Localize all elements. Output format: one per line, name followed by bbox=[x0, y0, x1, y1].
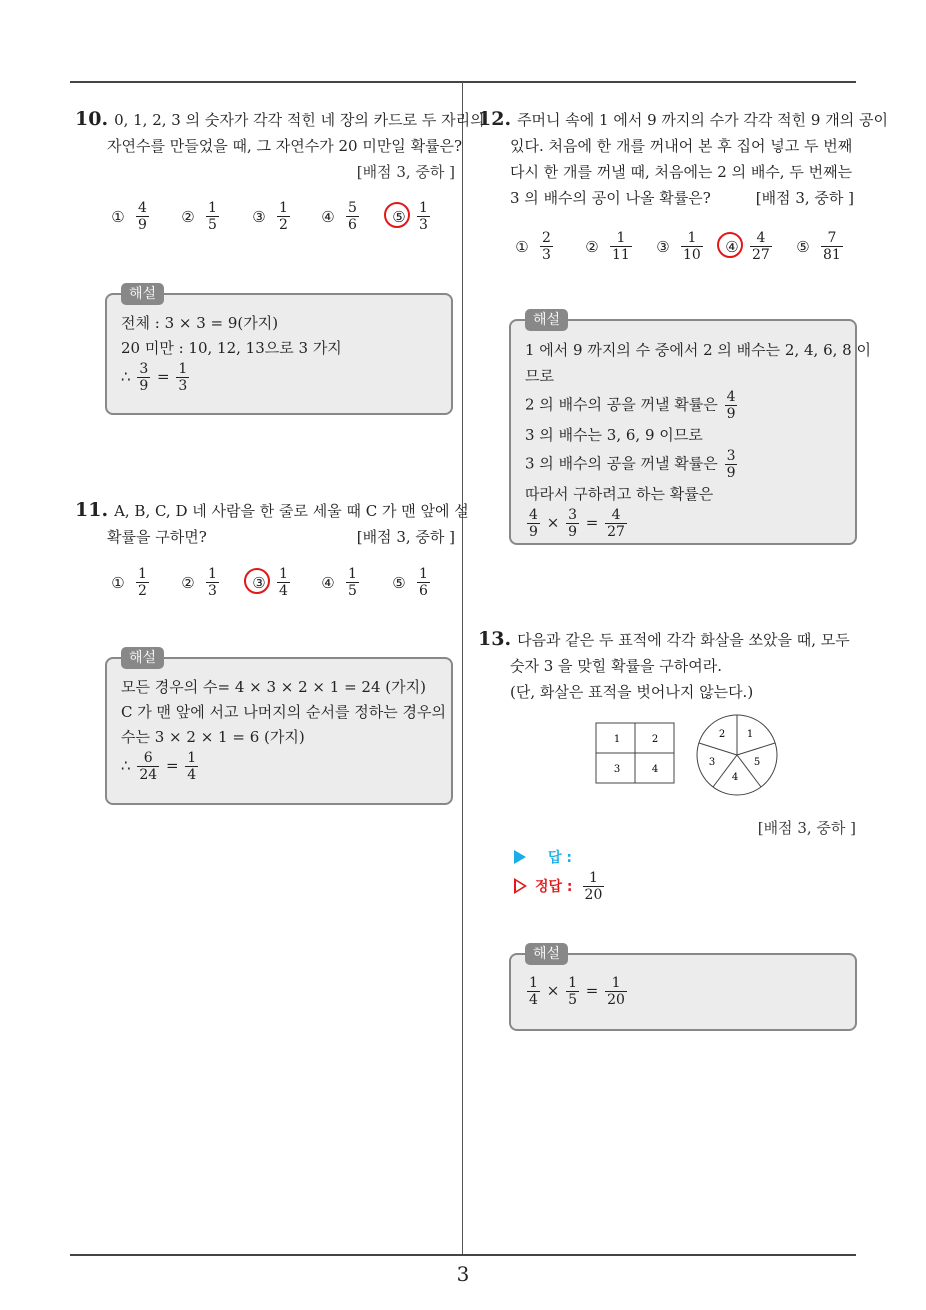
solution-line: ∴ $\frac{6}{24}$ = $\frac{1}{4}$ bbox=[121, 750, 197, 783]
choice-number: ④ bbox=[321, 573, 335, 592]
selection-circle bbox=[244, 568, 270, 594]
choice-1[interactable] bbox=[108, 566, 151, 599]
fraction: $\frac{1}{11}$ bbox=[612, 230, 630, 263]
solution-line: 1 에서 9 까지의 수 중에서 2 의 배수는 2, 4, 6, 8 이 bbox=[525, 341, 871, 359]
circle-label: 4 bbox=[731, 772, 739, 783]
question-text: 자연수를 만들었을 때, 그 자연수가 20 미만일 확률은? bbox=[107, 137, 463, 155]
fraction: $\frac{1}{2}$ bbox=[279, 200, 288, 233]
choice-2[interactable] bbox=[178, 200, 221, 233]
fraction: $\frac{3}{9}$ bbox=[568, 507, 577, 540]
choice-5[interactable] bbox=[793, 230, 845, 263]
solution-line: 므로 bbox=[525, 367, 554, 385]
answer-row bbox=[514, 848, 572, 866]
fraction: $\frac{1}{4}$ bbox=[279, 566, 288, 599]
choice-number: ③ bbox=[656, 237, 670, 256]
fraction: $\frac{1}{2}$ bbox=[138, 566, 147, 599]
fraction: $\frac{1}{5}$ bbox=[568, 975, 577, 1008]
circle-label: 1 bbox=[746, 729, 754, 740]
question-text: 3 의 배수의 공이 나올 확률은? bbox=[510, 189, 711, 207]
question-text: 숫자 3 을 맞힐 확률을 구하여라. bbox=[510, 657, 723, 675]
question-text: 다시 한 개를 꺼낼 때, 처음에는 2 의 배수, 두 번째는 bbox=[510, 163, 853, 181]
top-rule bbox=[70, 81, 856, 83]
question-12 bbox=[478, 106, 888, 211]
score-meta: [배점 3, 중하 ] bbox=[755, 189, 854, 207]
fraction: $\frac{1}{5}$ bbox=[348, 566, 357, 599]
question-number: 12. bbox=[478, 108, 512, 130]
choice-4-selected[interactable] bbox=[722, 230, 774, 263]
choice-4[interactable] bbox=[318, 200, 361, 233]
question-text: (단, 화살은 표적을 벗어나지 않는다.) bbox=[510, 683, 754, 701]
question-10 bbox=[75, 106, 485, 185]
solution-line: $\frac{1}{4}$ × $\frac{1}{5}$ = $\frac{1}{20}$ bbox=[529, 975, 625, 1008]
fraction: $\frac{1}{20}$ bbox=[607, 975, 625, 1008]
choice-number: ① bbox=[111, 573, 125, 592]
solution-box-q11 bbox=[105, 650, 453, 805]
score-meta: [배점 3, 중하 ] bbox=[757, 819, 856, 837]
solution-line: 3 의 배수의 공을 꺼낼 확률은 $\frac{3}{9}$ bbox=[525, 448, 736, 481]
circle-label: 3 bbox=[708, 757, 716, 768]
choices-q10 bbox=[108, 200, 448, 244]
choice-3[interactable] bbox=[249, 200, 292, 233]
choice-number: ② bbox=[181, 573, 195, 592]
question-number: 10. bbox=[75, 108, 109, 130]
choice-number: ③ bbox=[249, 573, 269, 593]
choice-5-selected[interactable] bbox=[389, 200, 432, 233]
fraction: $\frac{7}{81}$ bbox=[823, 230, 841, 263]
fraction: $\frac{4}{9}$ bbox=[726, 389, 736, 422]
choice-2[interactable] bbox=[178, 566, 221, 599]
fraction: $\frac{4}{9}$ bbox=[138, 200, 147, 233]
circle-label: 2 bbox=[718, 729, 726, 740]
solution-tag: 해설 bbox=[525, 309, 568, 331]
correct-fraction: $\frac{1}{20}$ bbox=[584, 869, 603, 903]
fraction: $\frac{1}{4}$ bbox=[187, 750, 197, 783]
choice-number: ③ bbox=[252, 207, 266, 226]
solution-line: 2 의 배수의 공을 꺼낼 확률은 $\frac{4}{9}$ bbox=[525, 389, 736, 422]
square-label: 3 bbox=[613, 764, 621, 775]
choice-number: ① bbox=[111, 207, 125, 226]
choice-number: ⑤ bbox=[389, 207, 409, 227]
choice-number: ④ bbox=[722, 237, 742, 257]
square-label: 1 bbox=[613, 734, 621, 745]
circle-label: 5 bbox=[753, 757, 761, 768]
solution-line: 3 의 배수는 3, 6, 9 이므로 bbox=[525, 426, 703, 444]
fraction: $\frac{4}{9}$ bbox=[529, 507, 538, 540]
fraction: $\frac{1}{10}$ bbox=[683, 230, 701, 263]
question-number: 13. bbox=[478, 628, 512, 650]
correct-arrow-icon bbox=[514, 878, 527, 894]
fraction: $\frac{1}{4}$ bbox=[529, 975, 538, 1008]
fraction: $\frac{3}{9}$ bbox=[139, 361, 149, 394]
solution-line: $\frac{4}{9}$ × $\frac{3}{9}$ = $\frac{4}{27}$ bbox=[529, 507, 625, 540]
choice-4[interactable] bbox=[318, 566, 361, 599]
question-text: 확률을 구하면? bbox=[107, 528, 207, 546]
choice-number: ② bbox=[181, 207, 195, 226]
question-13 bbox=[478, 626, 858, 705]
choices-q12 bbox=[512, 230, 852, 274]
square-label: 4 bbox=[651, 764, 659, 775]
choice-number: ⑤ bbox=[392, 573, 406, 592]
fraction: $\frac{1}{6}$ bbox=[419, 566, 428, 599]
fraction: $\frac{1}{3}$ bbox=[178, 361, 188, 394]
fraction: $\frac{1}{3}$ bbox=[419, 200, 428, 233]
fraction: $\frac{4}{27}$ bbox=[607, 507, 625, 540]
solution-line: 따라서 구하려고 하는 확률은 bbox=[525, 485, 714, 503]
solution-tag: 해설 bbox=[121, 283, 164, 305]
choice-number: ② bbox=[585, 237, 599, 256]
choice-number: ⑤ bbox=[796, 237, 810, 256]
page-number: 3 bbox=[456, 1262, 470, 1286]
solution-line: 수는 3 × 2 × 1 = 6 (가지) bbox=[121, 728, 305, 746]
answer-label: 답 : bbox=[548, 850, 572, 866]
question-number: 11. bbox=[75, 499, 109, 521]
question-text: 주머니 속에 1 에서 9 까지의 수가 각각 적힌 9 개의 공이 bbox=[517, 111, 888, 129]
selection-circle bbox=[717, 232, 743, 258]
bottom-rule bbox=[70, 1254, 856, 1256]
question-text: 다음과 같은 두 표적에 각각 화살을 쏘았을 때, 모두 bbox=[517, 631, 850, 649]
solution-tag: 해설 bbox=[525, 943, 568, 965]
square-label: 2 bbox=[651, 734, 659, 745]
square-target bbox=[595, 722, 675, 784]
solution-line: ∴ $\frac{3}{9}$ = $\frac{1}{3}$ bbox=[121, 361, 188, 394]
choice-1[interactable] bbox=[512, 230, 555, 263]
answer-arrow-icon bbox=[514, 850, 526, 864]
fraction: $\frac{1}{5}$ bbox=[208, 200, 217, 233]
choice-3-selected[interactable] bbox=[249, 566, 292, 599]
choices-q11 bbox=[108, 566, 448, 610]
solution-line: 모든 경우의 수= 4 × 3 × 2 × 1 = 24 (가지) bbox=[121, 678, 426, 696]
fraction: $\frac{2}{3}$ bbox=[542, 230, 551, 263]
correct-answer-row bbox=[514, 868, 606, 904]
question-text: 0, 1, 2, 3 의 숫자가 각각 적힌 네 장의 카드로 두 자리의 bbox=[114, 111, 485, 129]
fraction: $\frac{4}{27}$ bbox=[752, 230, 770, 263]
choice-number: ④ bbox=[321, 207, 335, 226]
solution-line: C 가 맨 앞에 서고 나머지의 순서를 정하는 경우의 bbox=[121, 703, 446, 721]
selection-circle bbox=[384, 202, 410, 228]
question-text: A, B, C, D 네 사람을 한 줄로 세울 때 C 가 맨 앞에 설 bbox=[114, 502, 469, 520]
question-text: 있다. 처음에 한 개를 꺼내어 본 후 집어 넣고 두 번째 bbox=[510, 137, 853, 155]
choice-3[interactable] bbox=[653, 230, 705, 263]
choice-5[interactable] bbox=[389, 566, 432, 599]
solution-tag: 해설 bbox=[121, 647, 164, 669]
score-meta: [배점 3, 중하 ] bbox=[356, 163, 455, 181]
question-11 bbox=[75, 497, 469, 550]
choice-number: ① bbox=[515, 237, 529, 256]
choice-1[interactable] bbox=[108, 200, 151, 233]
fraction: $\frac{5}{6}$ bbox=[348, 200, 357, 233]
solution-line: 20 미만 : 10, 12, 13으로 3 가지 bbox=[121, 339, 342, 357]
score-meta: [배점 3, 중하 ] bbox=[356, 528, 455, 546]
solution-box-q12 bbox=[509, 312, 871, 545]
correct-label: 정답 : bbox=[535, 879, 573, 895]
fraction: $\frac{1}{3}$ bbox=[208, 566, 217, 599]
circle-target bbox=[695, 713, 779, 797]
column-divider bbox=[462, 82, 463, 1255]
choice-2[interactable] bbox=[582, 230, 634, 263]
fraction: $\frac{6}{24}$ bbox=[139, 750, 158, 783]
solution-line: 전체 : 3 × 3 = 9(가지) bbox=[121, 314, 279, 332]
solution-box-q13 bbox=[509, 946, 857, 1031]
solution-box-q10 bbox=[105, 286, 453, 415]
fraction: $\frac{3}{9}$ bbox=[726, 448, 736, 481]
